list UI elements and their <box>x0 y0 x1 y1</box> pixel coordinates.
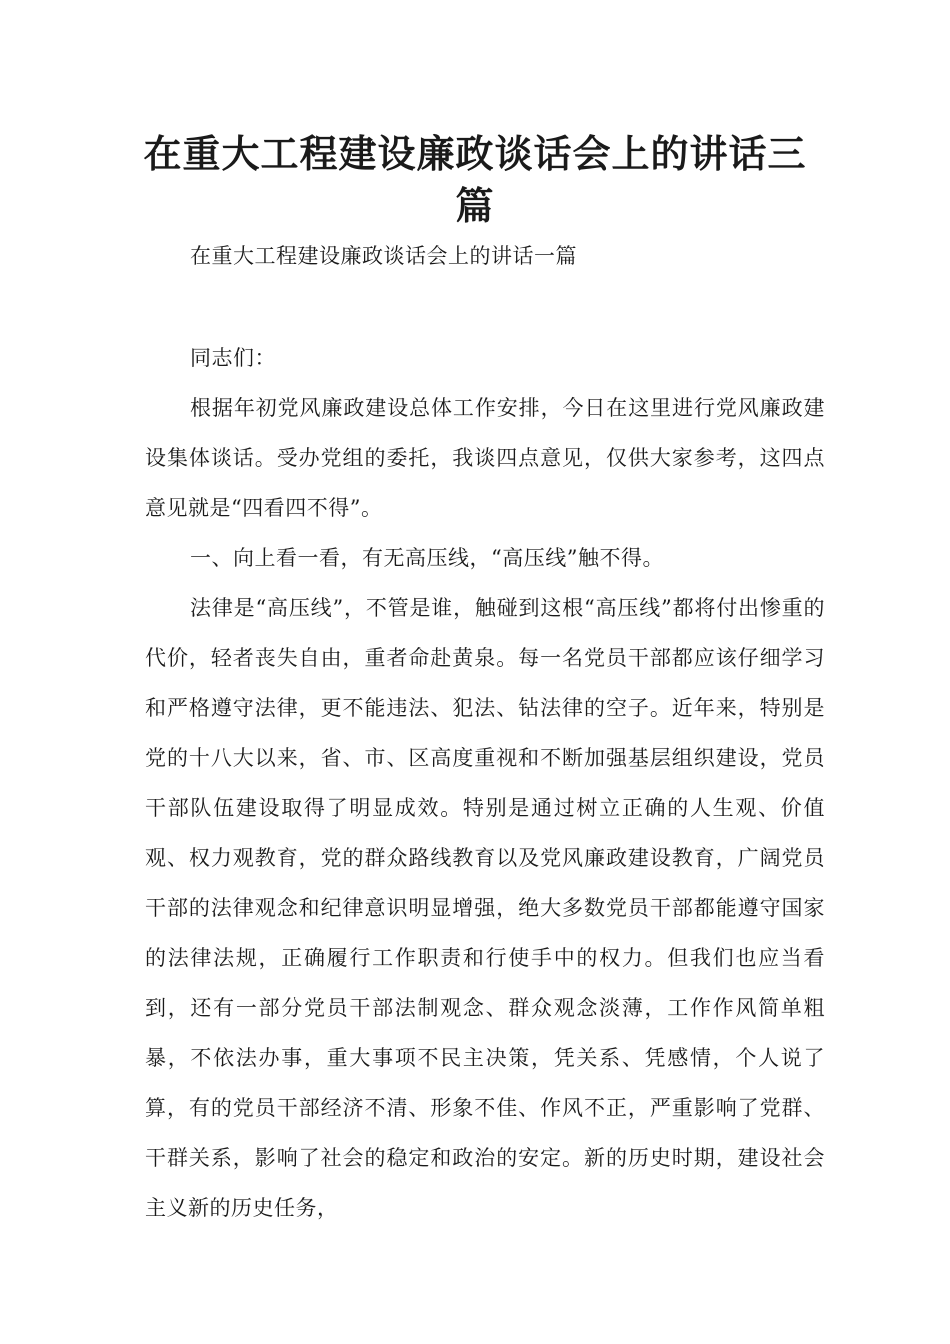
document-subtitle: 在重大工程建设廉政谈话会上的讲话一篇 <box>190 244 577 268</box>
greeting: 同志们： <box>190 346 276 370</box>
document-title: 在重大工程建设廉政谈话会上的讲话三篇 <box>143 132 807 228</box>
section-heading: 一、向上看一看，有无高压线，“高压线”触不得。 <box>190 546 664 570</box>
document-body <box>145 231 825 1233</box>
paragraph: 法律是“高压线”，不管是谁，触碰到这根“高压线”都将付出惨重的代价，轻者丧失自由，重者命赴黄泉。每一名党员干部都应该仔细学习和严格遵守法律，更不能违法、犯法、钻法律的空子。近年来，特别是党的十八大以来，省、市、区高度重视和不断加强基层组织建设，党员干部队伍建设取得了明显成效。特别是通过树立正确的人生观、价值观、权力观教育，党的群众路线教育以及党风廉政建设教育，广阔党员干部的法律观念和纪律意识明显增强，绝大多数党员干部都能遵守国家的法律法规，正确履行工作职责和行使手中的权力。但我们也应当看到，还有一部分党员干部法制观念、群众观念淡薄，工作作风简单粗暴，不依法办事，重大事项不民主决策，凭关系、凭感情，个人说了算，有的党员干部经济不清、形象不佳、作风不正，严重影响了党群、干群关系，影响了社会的稳定和政治的安定。新的历史时期，建设社会主义新的历史任务， <box>145 596 825 1220</box>
paragraph: 根据年初党风廉政建设总体工作安排，今日在这里进行党风廉政建设集体谈话。受办党组的委托，我谈四点意见，仅供大家参考，这四点意见就是“四看四不得”。 <box>145 396 825 520</box>
